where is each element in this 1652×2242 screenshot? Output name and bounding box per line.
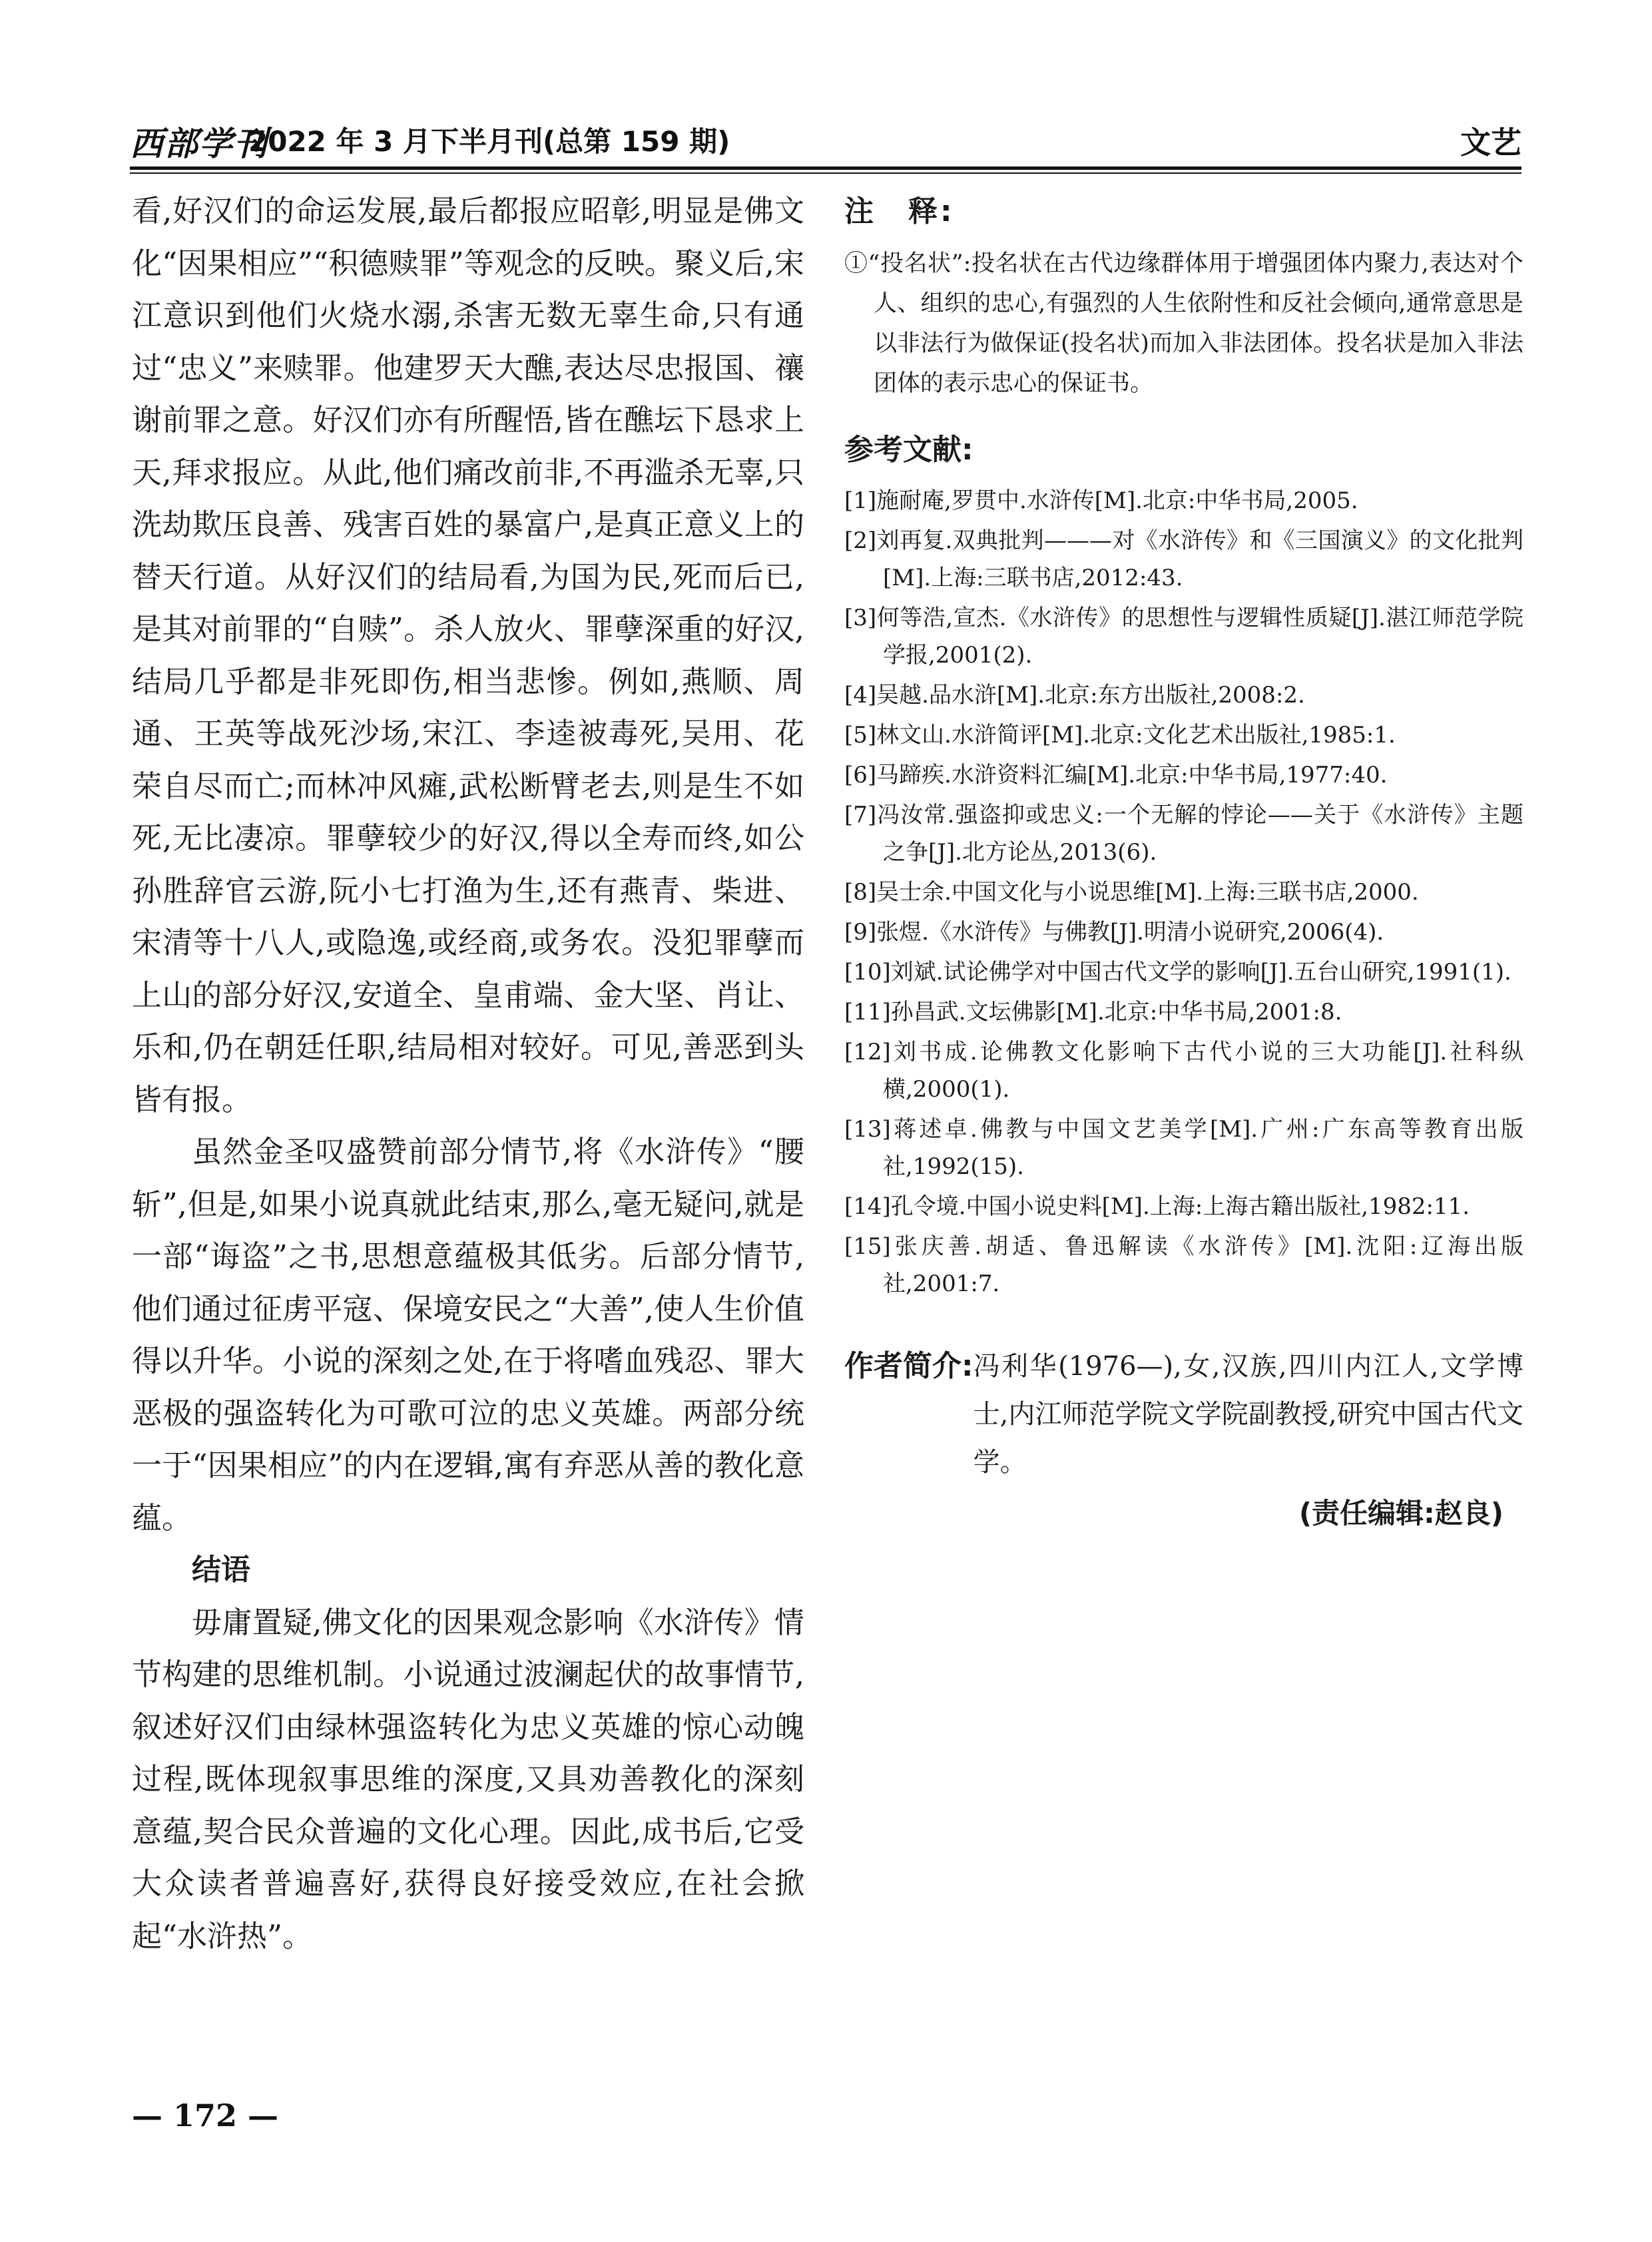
issue-info: 2022 年 3 月下半月刊(总第 159 期) bbox=[248, 125, 730, 158]
author-label: 作者简介: bbox=[844, 1349, 973, 1383]
reference-item: [6]马蹄疾.水浒资料汇编[M].北京:中华书局,1977:40. bbox=[844, 762, 1388, 788]
body-paragraph-1: 看,好汉们的命运发展,最后都报应昭彰,明显是佛文化“因果相应”“积德赎罪”等观念的反映。聚义后,宋江意识到他们火烧水溺,杀害无数无辜生命,只有通过“忠义”来赎罪。他建罗天大醮,表达尽忠报国、禳谢前罪之意。好汉们亦有所醒悟,皆在醮坛下恳求上天,拜求报应。从此,他们痛改前非,不再滥杀无辜,只洗劫欺压良善、残害百姓的暴富户,是真正意义上的替天行道。从好汉们的结局看,为国为民,死而后已,是其对前罪的“自赎”。杀人放火、罪孽深重的好汉,结局几乎都是非死即伤,相当悲惨。例如,燕顺、周通、王英等战死沙场,宋江、李逵被毒死,吴用、花荣自尽而亡;而林冲风瘫,武松断臂老去,则是生不如死,无比凄凉。罪孽较少的好汉,得以全寿而终,如公孙胜辞官云游,阮小七打渔为生,还有燕青、柴进、宋清等十八人,或隐逸,或经商,或务农。没犯罪孽而上山的部分好汉,安道全、皇甫端、金大坚、肖让、乐和,仍在朝廷任职,结局相对较好。可见,善恶到头皆有报。 bbox=[132, 193, 804, 1117]
reference-item: [13]蒋述卓.佛教与中国文艺美学[M].广州:广东高等教育出版社,1992(15). bbox=[844, 1116, 1523, 1180]
reference-item: [4]吴越.品水浒[M].北京:东方出版社,2008:2. bbox=[844, 682, 1305, 708]
page-header bbox=[130, 112, 1521, 164]
header-rule-thin bbox=[130, 172, 1521, 174]
notes-heading: 注 释: bbox=[844, 194, 955, 228]
reference-item: [5]林文山.水浒简评[M].北京:文化艺术出版社,1985:1. bbox=[844, 722, 1396, 748]
conclusion-paragraph: 毋庸置疑,佛文化的因果观念影响《水浒传》情节构建的思维机制。小说通过波澜起伏的故事情节,叙述好汉们由绿林强盗转化为忠义英雄的惊心动魄过程,既体现叙事思维的深度,又具劝善教化的深刻意蕴,契合民众普遍的文化心理。因此,成书后,它受大众读者普遍喜好,获得良好接受效应,在社会掀起“水浒热”。 bbox=[132, 1604, 804, 1954]
left-column bbox=[132, 185, 804, 1962]
right-column bbox=[844, 192, 1523, 1532]
page-number: — 172 — bbox=[132, 2098, 279, 2133]
notes-section bbox=[844, 192, 1523, 404]
reference-item: [2]刘再复.双典批判———对《水浒传》和《三国演义》的文化批判[M].上海:三联书店,2012:43. bbox=[844, 527, 1523, 591]
reference-item: [12]刘书成.论佛教文化影响下古代小说的三大功能[J].社科纵横,2000(1). bbox=[844, 1039, 1523, 1103]
reference-item: [15]张庆善.胡适、鲁迅解读《水浒传》[M].沈阳:辽海出版社,2001:7. bbox=[844, 1233, 1523, 1297]
responsible-editor: (责任编辑:赵良) bbox=[1298, 1497, 1504, 1530]
reference-item: [10]刘斌.试论佛学对中国古代文学的影响[J].五台山研究,1991(1). bbox=[844, 959, 1512, 985]
reference-item: [1]施耐庵,罗贯中.水浒传[M].北京:中华书局,2005. bbox=[844, 487, 1358, 514]
reference-item: [8]吴士余.中国文化与小说思维[M].上海:三联书店,2000. bbox=[844, 879, 1419, 906]
references-section bbox=[844, 430, 1523, 1302]
author-text: 冯利华(1976—),女,汉族,四川内江人,文学博士,内江师范学院文学院副教授,研究中国古代文学。 bbox=[973, 1351, 1523, 1478]
reference-item: [3]何等浩,宣杰.《水浒传》的思想性与逻辑性质疑[J].湛江师范学院学报,2001(2). bbox=[844, 605, 1523, 669]
reference-item: [9]张煜.《水浒传》与佛教[J].明清小说研究,2006(4). bbox=[844, 919, 1384, 946]
header-rule-thick bbox=[130, 166, 1521, 170]
note-item: ①“投名状”:投名状在古代边缘群体用于增强团体内聚力,表达对个人、组织的忠心,有强烈的人生依附性和反社会倾向,通常意思是以非法行为做保证(投名状)而加入非法团体。投名状是加入非法团体的表示忠心的保证书。 bbox=[844, 250, 1523, 397]
body-paragraph-2: 虽然金圣叹盛赞前部分情节,将《水浒传》“腰斩”,但是,如果小说真就此结束,那么,毫无疑问,就是一部“诲盗”之书,思想意蕴极其低劣。后部分情节,他们通过征虏平寇、保境安民之“大善”,使人生价值得以升华。小说的深刻之处,在于将嗜血残忍、罪大恶极的强盗转化为可歌可泣的忠义英雄。两部分统一于“因果相应”的内在逻辑,寓有弃恶从善的教化意蕴。 bbox=[132, 1134, 804, 1536]
conclusion-heading: 结语 bbox=[192, 1553, 250, 1587]
reference-item: [14]孔令境.中国小说史料[M].上海:上海古籍出版社,1982:11. bbox=[844, 1193, 1470, 1220]
reference-item: [7]冯汝常.强盗抑或忠义:一个无解的悖论——关于《水浒传》主题之争[J].北方论丛,2013(6). bbox=[844, 802, 1523, 866]
reference-list bbox=[844, 482, 1523, 1302]
section-label: 文艺 bbox=[1460, 125, 1521, 160]
references-heading: 参考文献: bbox=[844, 433, 973, 467]
author-bio bbox=[844, 1342, 1523, 1486]
reference-item: [11]孙昌武.文坛佛影[M].北京:中华书局,2001:8. bbox=[844, 999, 1342, 1025]
journal-logo: 西部学刊 bbox=[130, 124, 268, 163]
